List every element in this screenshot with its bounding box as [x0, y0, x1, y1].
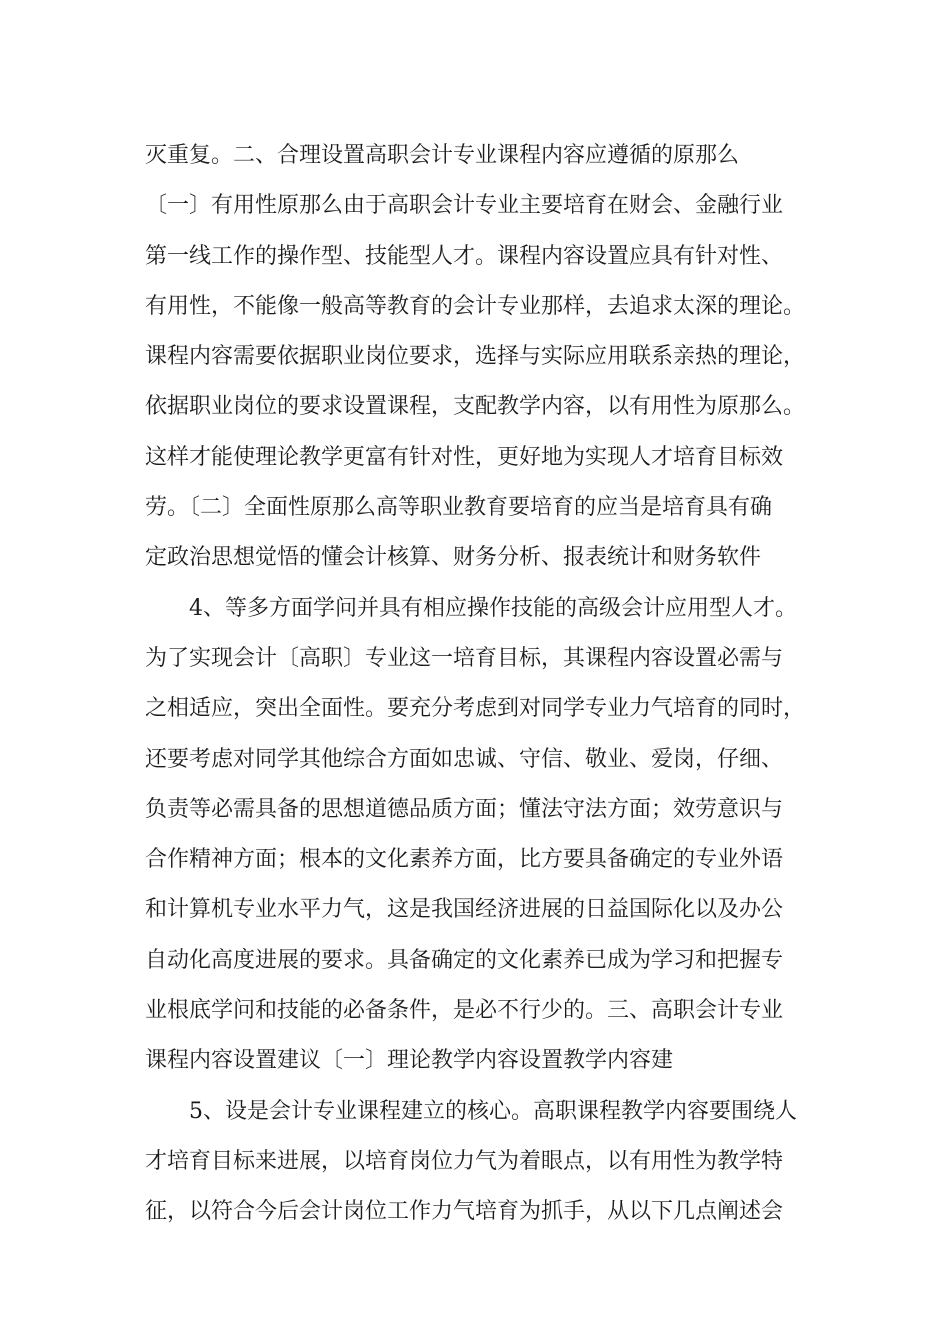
text-line: 负责等必需具备的思想道德品质方面；懂法守法方面；效劳意识与	[145, 796, 784, 822]
text-line: 才培育目标来进展，以培育岗位力气为着眼点，以有用性为教学特	[145, 1148, 784, 1174]
text-line: 定政治思想觉悟的懂会计核算、财务分析、报表统计和财务软件	[145, 545, 762, 571]
text-line: 为了实现会计〔高职〕专业这一培育目标，其课程内容设置必需与	[145, 645, 784, 671]
text-line: 还要考虑对同学其他综合方面如忠诚、守信、敬业、爱岗，仔细、	[145, 746, 784, 772]
text-line: 和计算机专业水平力气，这是我国经济进展的日益国际化以及办公	[145, 897, 784, 923]
body-text	[145, 131, 825, 1238]
text-line: 合作精神方面；根本的文化素养方面，比方要具备确定的专业外语	[145, 847, 784, 873]
text-line: 课程内容设置建议〔一〕理论教学内容设置教学内容建	[145, 1048, 674, 1074]
text-line: 劳。〔二〕全面性原那么高等职业教育要培育的应当是培育具有确	[145, 495, 773, 521]
text-line: 灭重复。二、合理设置高职会计专业课程内容应遵循的原那么	[145, 143, 740, 168]
text-line: 第一线工作的操作型、技能型人才。课程内容设置应具有针对性、	[145, 243, 784, 269]
text-line: 业根底学问和技能的必备条件，是必不行少的。三、高职会计专业	[145, 998, 784, 1024]
text-line: 这样才能使理论教学更富有针对性，更好地为实现人才培育目标效	[145, 444, 784, 470]
text-line: 依据职业岗位的要求设置课程，支配教学内容，以有用性为原那么。	[145, 394, 806, 420]
text-line: 征，以符合今后会计岗位工作力气培育为抓手，从以下几点阐述会	[145, 1199, 784, 1225]
text-line: 课程内容需要依据职业岗位要求，选择与实际应用联系亲热的理论，	[145, 344, 806, 370]
text-line: 有用性，不能像一般高等教育的会计专业那样，去追求太深的理论。	[145, 293, 806, 319]
text-line: 〔一〕有用性原那么由于高职会计专业主要培育在财会、金融行业	[145, 193, 784, 219]
text-line: 自动化高度进展的要求。具备确定的文化素养已成为学习和把握专	[145, 947, 784, 973]
text-line: 之相适应，突出全面性。要充分考虑到对同学专业力气培育的同时，	[145, 696, 806, 722]
text-line: 5、设是会计专业课程建立的核心。高职课程教学内容要围绕人	[189, 1098, 797, 1124]
text-line: 4、等多方面学问并具有相应操作技能的高级会计应用型人才。	[189, 595, 797, 621]
